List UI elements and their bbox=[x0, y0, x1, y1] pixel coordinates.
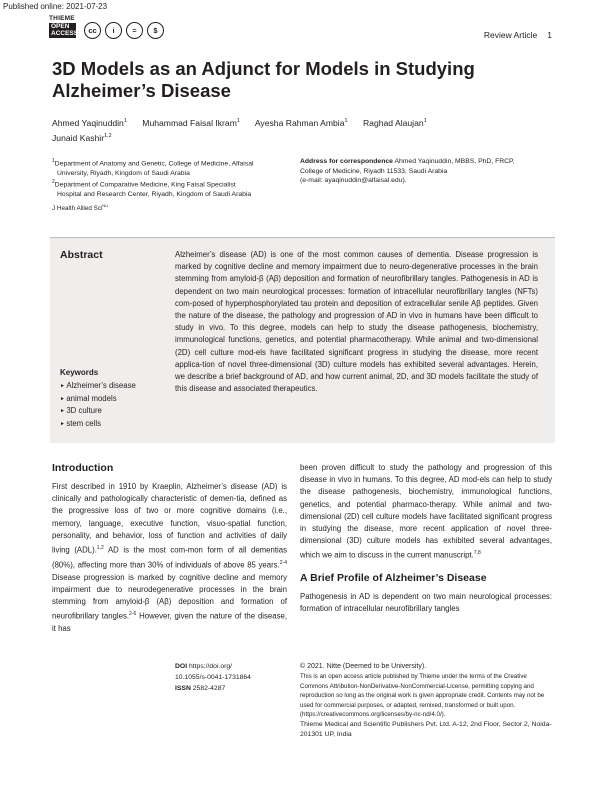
author: Ayesha Rahman Ambia$^1$ bbox=[254, 117, 348, 128]
thieme-open-access-logo bbox=[49, 15, 77, 38]
affiliation-1-cont: University, Riyadh, Kingdom of Saudi Arabia bbox=[57, 169, 190, 177]
introduction-paragraph-cont: been proven difficult to study the pathology and progression of this disease in vivo in humans. To this degree, AD mod-els can help to study the disease pathogenesis, biochemistry, immunological functions, genetics, and potential pharmaco-therapy. While animal and two-dimensional (2D) cell culture models have facilitated significant progress in studying the disease, more recent application of novel three-dimensional (3D) culture models has exhibited several advantages, which we aim to discuss in the current manuscript.$^{7,8}$ bbox=[300, 463, 552, 561]
no-derivatives-icon: = bbox=[126, 22, 143, 39]
doi-value[interactable]: 10.1055/s-0041-1731864 bbox=[175, 674, 251, 681]
article-title: 3D Models as an Adjunct for Models in Studying Alzheimer’s Disease bbox=[52, 58, 475, 101]
affiliations bbox=[52, 157, 302, 200]
doi-issn-block bbox=[175, 661, 285, 694]
copyright-line: © 2021. Nitte (Deemed to be University). bbox=[300, 663, 427, 670]
running-header bbox=[484, 30, 552, 40]
keyword-item: ► Alzheimer’s disease bbox=[60, 380, 136, 393]
section-paragraph: Pathogenesis in AD is dependent on two main neurological processes: formation of intracellular neurofibrillary tangles bbox=[300, 592, 552, 614]
abstract-heading: Abstract bbox=[60, 249, 103, 261]
section-heading-brief-profile: A Brief Profile of Alzheimer’s Disease bbox=[300, 572, 487, 585]
author: Junaid Kashir$^{1,2}$ bbox=[52, 133, 112, 144]
logo-thieme-text: THIEME bbox=[49, 15, 75, 22]
affiliation-1: $^1$Department of Anatomy and Genetic, College of Medicine, Alfaisal bbox=[52, 158, 254, 168]
correspondence-address: Address for correspondence Ahmed Yaqinuddin, MBBS, PhD, FRCP, College of Medicine, Riyadh 11533, Saudi Arabia (e-mail: ayaqinuddin@alfaisal.edu). bbox=[300, 157, 550, 186]
abstract-box bbox=[50, 237, 555, 443]
license-block bbox=[300, 661, 552, 740]
article-type: Review Article bbox=[483, 30, 538, 40]
issn-value: 2582-4287 bbox=[192, 685, 226, 692]
correspondence-email[interactable]: (e-mail: ayaqinuddin@alfaisal.edu). bbox=[300, 177, 407, 185]
abstract-text: Alzheimer’s disease (AD) is one of the most common causes of dementia. Disease progression is marked by cognitive decline and memory impairment due to neuro-degenerative processes in the brain stemming from amyloid-β (Aβ) deposition and formation of neurofibrillary tangles. Pathogenesis in AD is dependent on two main neurological processes: formation of intracellular neurofibrillary tangles (NFTs) com-posed of hyperphosphorylated tau protein and deposition of extracellular senile Aβ peptides. Given the nature of the disease, the pathology and progression of AD in vivo in humans have been difficult to study in vivo. To this degree, models can help to study the disease pathogenesis, biochemistry, immunological functions, genetics, and potential pharmacotherapy. While animal and two-dimensional (2D) cell culture mod-els have facilitated significant progress in studying the disease, more recent applica-tion of novel three-dimensional (3D) culture models has exhibited several advantages. Herein, we describe a brief background of AD, and how current animal, 2D, and 3D models facilitate the study of this disease and associated therapeutics. bbox=[175, 250, 538, 394]
cc-icon: cc bbox=[84, 22, 101, 39]
introduction-paragraph: First described in 1910 by Kraeplin, Alzheimer’s disease (AD) is clinically and pathologically characteristic of demen-tia, defined as the progressive loss of two or more cognitive domains (i.e., memory, language, executive function, visuo-spatial function, personality, and behavior, loss of function and activities of daily living (ADL).$^{1,2}$ AD is the most com-mon form of all dementias (80%), affecting more than 30% of individuals of above 85 years.$^{2-4}$ Disease progression is marked by cognitive decline and memory impairment due to neurodegenerative processes in the brain stemming from amyloid-β (Aβ) deposition and formation of neurofibrillary tangles.$^{2-6}$ However, given the nature of the disease, it has bbox=[52, 482, 287, 634]
correspondence-label: Address for correspondence bbox=[300, 158, 393, 165]
author-list bbox=[52, 115, 492, 146]
logo-open-text: OPEN bbox=[51, 23, 70, 30]
affiliation-2-cont: Hospital and Research Center, Riyadh, Kingdom of Saudi Arabia bbox=[57, 191, 252, 199]
journal-reference: J Health Allied Sci$^{NU}$ bbox=[52, 203, 109, 213]
creative-commons-license-icons bbox=[84, 22, 164, 39]
affiliation-2: $^2$Department of Comparative Medicine, King Faisal Specialist bbox=[52, 179, 236, 189]
attribution-icon: i bbox=[105, 22, 122, 39]
keywords-list bbox=[60, 380, 136, 430]
page-number: 1 bbox=[547, 30, 552, 40]
keyword-item: ► animal models bbox=[60, 393, 136, 406]
doi-label: DOI bbox=[175, 663, 188, 670]
logo-open-access-badge bbox=[49, 23, 79, 38]
introduction-heading: Introduction bbox=[52, 462, 114, 474]
published-online-date: Published online: 2021-07-23 bbox=[3, 2, 108, 11]
keyword-item: ► 3D culture bbox=[60, 405, 136, 418]
doi-link[interactable]: https://doi.org/ bbox=[188, 663, 233, 670]
body-column-left bbox=[52, 462, 287, 635]
body-column-right bbox=[300, 462, 552, 616]
publisher-address: Thieme Medical and Scientific Publishers Pvt. Ltd. A-12, 2nd Floor, Sector 2, Noida-201301 UP, India bbox=[300, 720, 552, 738]
logo-access-text: ACCESS bbox=[51, 29, 79, 37]
keyword-item: ► stem cells bbox=[60, 418, 136, 431]
author: Ahmed Yaqinuddin$^1$ bbox=[52, 117, 127, 128]
author: Muhammad Faisal Ikram$^1$ bbox=[142, 117, 240, 128]
keywords-heading: Keywords bbox=[60, 368, 99, 377]
author: Raghad Alaujan$^1$ bbox=[362, 117, 427, 128]
license-text: This is an open access article published by Thieme under the terms of the Creative Commons Attribution-NonDerivative-NonCommercial-License, permitting copying and reproduction so long as the original work is given appropriate credit. Contents may not be used for commercial purposes, or adapted, remixed, transformed or built upon. (https://creativecommons.org/licenses/by-nc-nd/4.0/). bbox=[300, 673, 545, 719]
non-commercial-icon: $ bbox=[147, 22, 164, 39]
issn-label: ISSN bbox=[175, 685, 191, 692]
